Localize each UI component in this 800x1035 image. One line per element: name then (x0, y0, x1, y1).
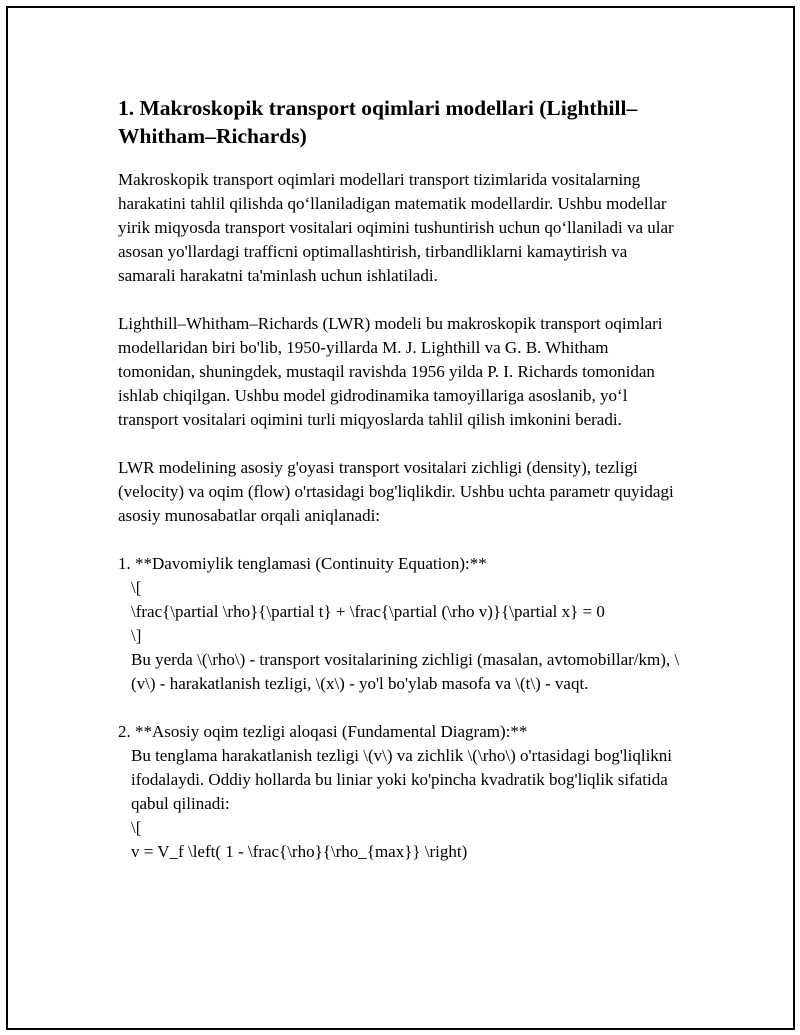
formula-open: \[ (131, 818, 142, 837)
list-item-title: 1. **Davomiylik tenglamasi (Continuity Equation):** (118, 554, 487, 573)
list-item-continuity (118, 552, 688, 696)
list-item-fundamental (118, 720, 688, 864)
list-item-explanation: Bu yerda \(\rho\) - transport vositalarining zichligi (masalan, avtomobillar/km), \(v\) - harakatlanish tezligi, \(x\) - yo'l bo'ylab masofa va \(t\) - vaqt. (131, 650, 680, 693)
paragraph-lwr-idea: LWR modelining asosiy g'oyasi transport vositalari zichligi (density), tezligi (velocity) va oqim (flow) o'rtasidagi bog'liqlikdir. Ushbu uchta parametr quyidagi asosiy munosabatlar orqali aniqlanadi: (118, 458, 674, 525)
paragraph-lwr-history: Lighthill–Whitham–Richards (LWR) modeli bu makroskopik transport oqimlari modellaridan biri bo'lib, 1950-yillarda M. J. Lighthill va G. B. Whitham tomonidan, shuningdek, mustaqil ravishda 1956 yilda P. I. Richards tomonidan ishlab chiqilgan. Ushbu model gidrodinamika tamoyillariga asoslanib, yo‘l transport vositalari oqimini turli miqyoslarda tahlil qilish imkonini beradi. (118, 314, 663, 429)
formula-open: \[ (131, 578, 142, 597)
formula-close: \] (131, 626, 142, 645)
section-heading: 1. Makroskopik transport oqimlari modellari (Lighthill–Whitham–Richards) (118, 96, 638, 148)
formula-fundamental: v = V_f \left( 1 - \frac{\rho}{\rho_{max}} \right) (131, 842, 468, 861)
list-item-explanation: Bu tenglama harakatlanish tezligi \(v\) va zichlik \(\rho\) o'rtasidagi bog'liqlikni ifodalaydi. Oddiy hollarda bu liniar yoki ko'pincha kvadratik bog'liqlik sifatida qabul qilinadi: (131, 746, 673, 813)
document-body (118, 94, 688, 864)
formula-continuity: \frac{\partial \rho}{\partial t} + \frac{\partial (\rho v)}{\partial x} = 0 (131, 602, 605, 621)
list-item-title: 2. **Asosiy oqim tezligi aloqasi (Fundamental Diagram):** (118, 722, 528, 741)
paragraph-intro: Makroskopik transport oqimlari modellari transport tizimlarida vositalarning harakatini tahlil qilishda qo‘llaniladigan matematik modellardir. Ushbu modellar yirik miqyosda transport vositalari oqimini tushuntirish uchun qo‘llaniladi va ular asosan yo'llardagi trafficni optimallashtirish, tirbandliklarni kamaytirish va samarali harakatni ta'minlash uchun ishlatiladi. (118, 170, 674, 285)
